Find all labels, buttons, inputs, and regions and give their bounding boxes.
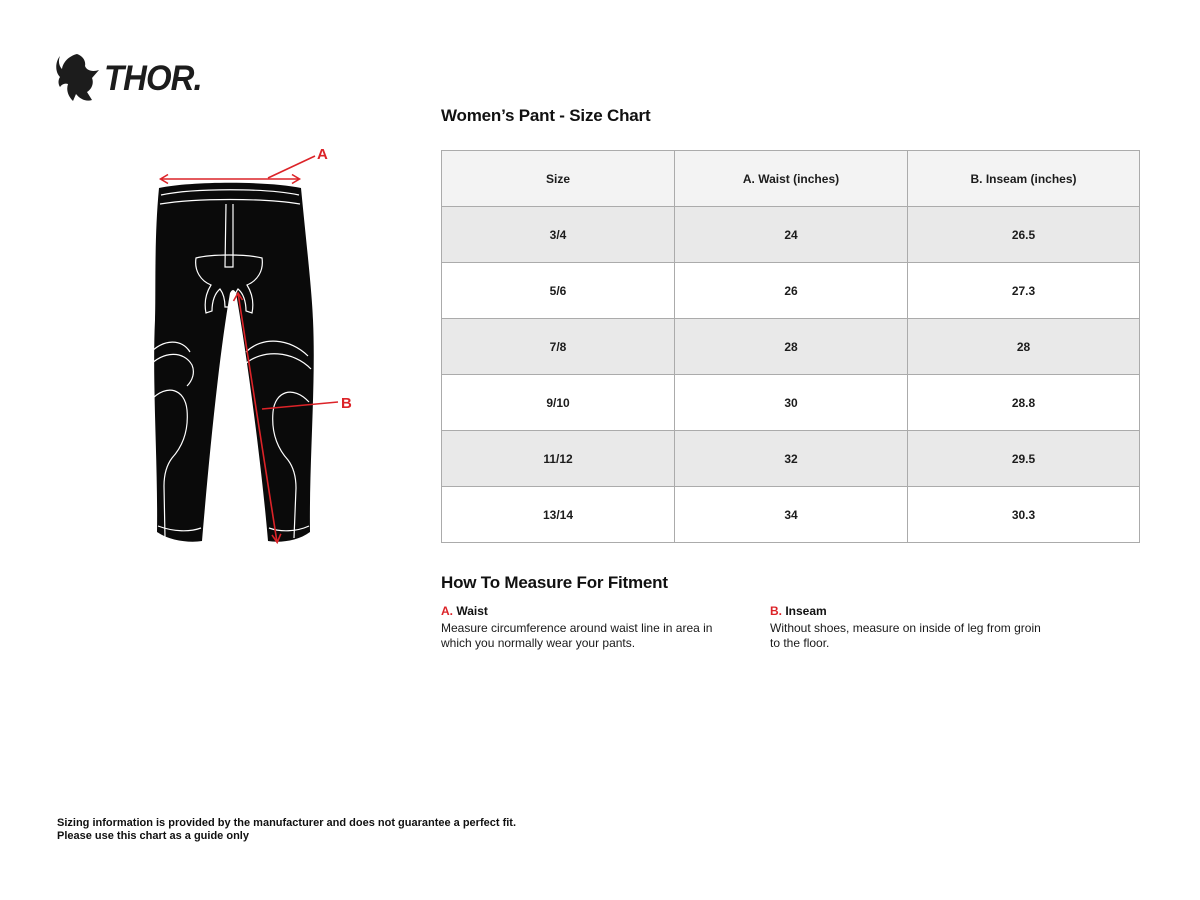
table-cell: 28.8 [908,375,1140,431]
measure-instructions-waist: Measure circumference around waist line in area in which you normally wear your pants. [441,621,713,650]
table-cell: 29.5 [908,431,1140,487]
measure-instructions-inseam: Without shoes, measure on inside of leg from groin to the floor. [770,621,1041,650]
measure-item-inseam [770,604,1099,650]
table-cell: 9/10 [442,375,675,431]
table-cell: 34 [675,487,908,543]
how-to-measure-section [441,573,1139,650]
size-table-body [442,207,1140,543]
table-cell: 28 [908,319,1140,375]
size-chart-section [441,106,1139,650]
waist-leader-line [268,156,315,178]
table-cell: 26.5 [908,207,1140,263]
inseam-label-b: B [341,395,352,412]
measure-key-b: B. [770,604,782,618]
sizing-disclaimer [57,817,516,842]
table-cell: 30.3 [908,487,1140,543]
measure-key-a: A. [441,604,453,618]
table-cell: 28 [675,319,908,375]
measure-label [770,604,1099,618]
page-title: Women’s Pant - Size Chart [441,106,651,125]
measure-label [441,604,770,618]
measure-name-inseam: Inseam [785,604,827,618]
table-cell: 7/8 [442,319,675,375]
table-row [442,431,1140,487]
waist-label-a: A [317,146,328,163]
table-row [442,319,1140,375]
table-row [442,263,1140,319]
table-cell: 26 [675,263,908,319]
table-row [442,487,1140,543]
column-header: Size [442,151,675,207]
thor-logo [56,54,208,104]
size-table-header [442,151,1140,207]
table-cell: 27.3 [908,263,1140,319]
size-table [441,150,1140,543]
pants-measurement-diagram [122,140,368,572]
pants-silhouette [154,183,314,542]
table-row [442,375,1140,431]
column-header: B. Inseam (inches) [908,151,1140,207]
brand-wordmark: THOR. [104,59,202,98]
table-cell: 3/4 [442,207,675,263]
measure-item-waist [441,604,770,650]
table-cell: 32 [675,431,908,487]
table-cell: 5/6 [442,263,675,319]
table-cell: 24 [675,207,908,263]
table-cell: 11/12 [442,431,675,487]
measure-name-waist: Waist [456,604,488,618]
goat-head-icon [56,54,100,104]
disclaimer-line-2: Please use this chart as a guide only [57,829,249,842]
table-cell: 13/14 [442,487,675,543]
disclaimer-line-1: Sizing information is provided by the manufacturer and does not guarantee a perfect fit. [57,817,517,829]
column-header: A. Waist (inches) [675,151,908,207]
table-cell: 30 [675,375,908,431]
how-to-measure-heading: How To Measure For Fitment [441,573,668,592]
table-row [442,207,1140,263]
